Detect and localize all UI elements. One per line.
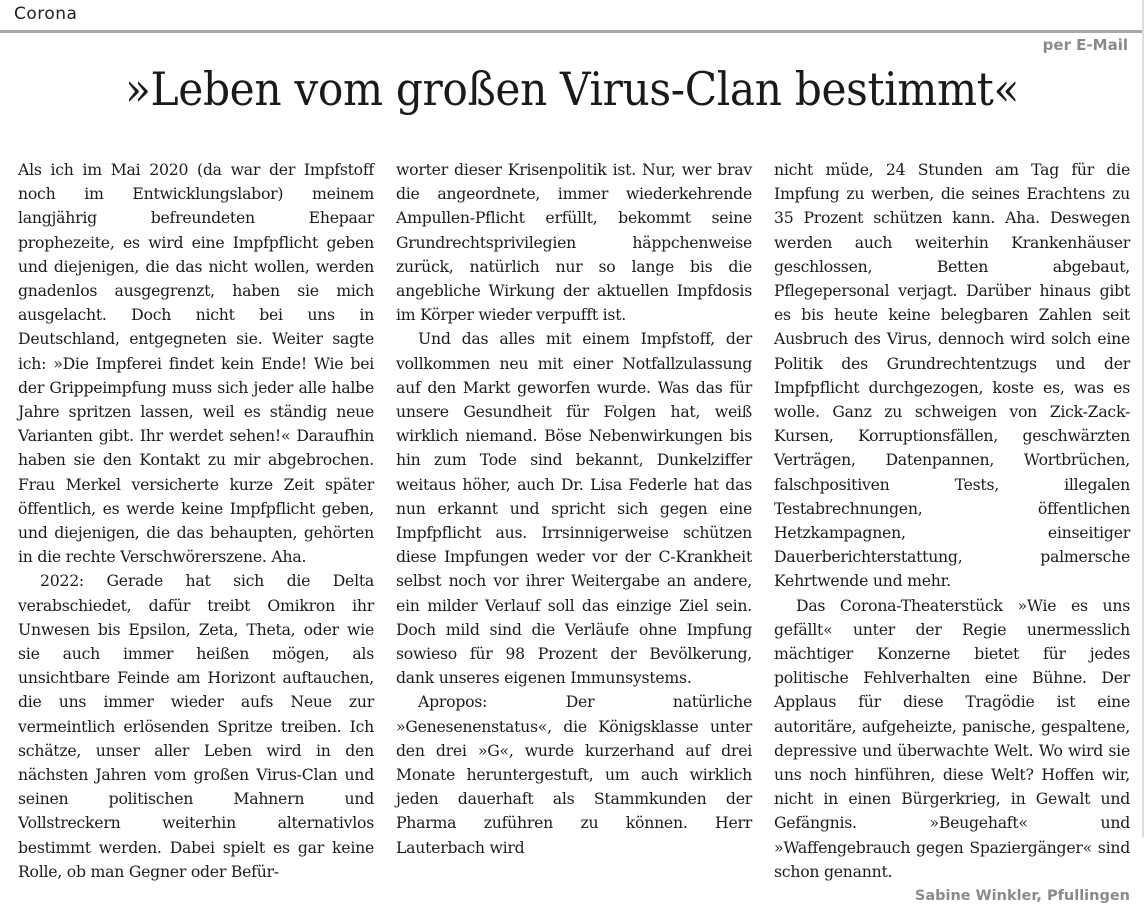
author-signature: Sabine Winkler, Pfullingen <box>914 888 1130 905</box>
header-rule <box>0 30 1144 33</box>
section-label: Corona <box>14 4 78 24</box>
paragraph: nicht müde, 24 Stunden am Tag für die Impfung zu werben, die seines Erachtens zu 35 Prozent schützen kann. Aha. Deswegen werden auch weiterhin Krankenhäuser geschlossen, Betten abgebaut, Pflegepersonal verjagt. Darüber hinaus gibt es bis heute keine belegbaren Zahlen seit Ausbruch des Virus, dennoch wird solch eine Politik des Grundrechtentzugs und der Impfpflicht durchgezogen, koste es, was es wolle. Ganz zu schweigen von Zick-Zack-Kursen, Korruptionsfällen, geschwärzten Verträgen, Datenpannen, Wortbrüchen, falschpositiven Tests, illegalen Testabrechnungen, öffentlichen Hetzkampagnen, einseitiger Dauerberichterstattung, palmersche Kehrtwende und mehr. <box>774 160 1130 591</box>
source-label: per E-Mail <box>1042 36 1128 54</box>
article-body <box>18 158 1130 905</box>
paragraph: 2022: Gerade hat sich die Delta verabschiedet, dafür treibt Omikron ihr Unwesen bis Epsilon, Zeta, Theta, oder wie sie auch immer heißen mögen, als unsichtbare Feinde am Horizont auftauchen, die uns immer wieder aufs Neue zur vermeintlich erlösenden Spritze treiben. Ich schätze, unser aller Leben wird in den nächsten Jahren vom großen Virus-Clan und seinen politischen Mahnern und Vollstreckern weiterhin alternativlos bestimmt werden. Dabei spielt es gar keine Rolle, ob man Gegner oder Befür- <box>18 571 374 881</box>
paragraph: worter dieser Krisenpolitik ist. Nur, wer brav die angeordnete, immer wiederkehrende Ampullen-Pflicht erfüllt, bekommt seine Grundrechtsprivilegien häppchenweise zurück, natürlich nur so lange bis die angebliche Wirkung der aktuellen Impfdosis im Körper wieder verpufft ist. <box>396 160 752 325</box>
column-2 <box>396 158 752 857</box>
headline: »Leben vom großen Virus-Clan bestimmt« <box>125 62 1019 116</box>
paragraph: Und das alles mit einem Impfstoff, der vollkommen neu mit einer Notfallzulassung auf den Markt geworfen wurde. Was das für unsere Gesundheit für Folgen hat, weiß wirklich niemand. Böse Nebenwirkungen bis hin zum Tode sind bekannt, Dunkelziffer weitaus höher, auch Dr. Lisa Federle hat das nun erkannt und spricht sich gegen eine Impfpflicht aus. Irrsinnigerweise schützen diese Impfungen weder vor der C-Krankheit selbst noch vor ihrer Weitergabe an andere, ein milder Verlauf soll das einzige Ziel sein. Doch mild sind die Verläufe ohne Impfung sowieso für 98 Prozent der Bevölkerung, dank unseres eigenen Immunsystems. <box>396 329 752 688</box>
paragraph: Als ich im Mai 2020 (da war der Impfstoff noch im Entwicklungslabor) meinem langjährig befreundeten Ehepaar prophezeite, es wird eine Impfpflicht geben und diejenigen, die das nicht wollen, werden gnadenlos ausgegrenzt, haben sie mich ausgelacht. Doch nicht bei uns in Deutschland, entgegneten sie. Weiter sagte ich: »Die Impferei findet kein Ende! Wie bei der Grippeimpfung muss sich jeder alle halbe Jahre spritzen lassen, weil es ständig neue Varianten gibt. Ihr werdet sehen!« Daraufhin haben sie den Kontakt zu mir abgebrochen. Frau Merkel versicherte kurze Zeit später öffentlich, es werde keine Impfpflicht geben, und diejenigen, die das behaupten, gehörten in die rechte Verschwörerszene. Aha. <box>18 160 374 567</box>
column-1 <box>18 158 374 881</box>
column-3 <box>774 158 1130 905</box>
paragraph: Das Corona-Theaterstück »Wie es uns gefällt« unter der Regie unermesslich mächtiger Konzerne bietet für jedes politische Fehlverhalten eine Bühne. Der Applaus für diese Tragödie ist eine autoritäre, aufgeheizte, panische, gespaltene, depressive und überwachte Welt. Wo wird sie uns noch hinführen, diese Welt? Hoffen wir, nicht in einen Bürgerkrieg, in Gewalt und Gefängnis. »Beugehaft« und »Waffengebrauch gegen Spaziergänger« sind schon genannt. <box>774 595 1130 881</box>
paragraph: Apropos: Der natürliche »Genesenenstatus«, die Königsklasse unter den drei »G«, wurde kurzerhand auf drei Monate heruntergestuft, um auch wirklich jeden dauerhaft als Stammkunden der Pharma zuführen zu können. Herr Lauterbach wird <box>396 692 752 857</box>
